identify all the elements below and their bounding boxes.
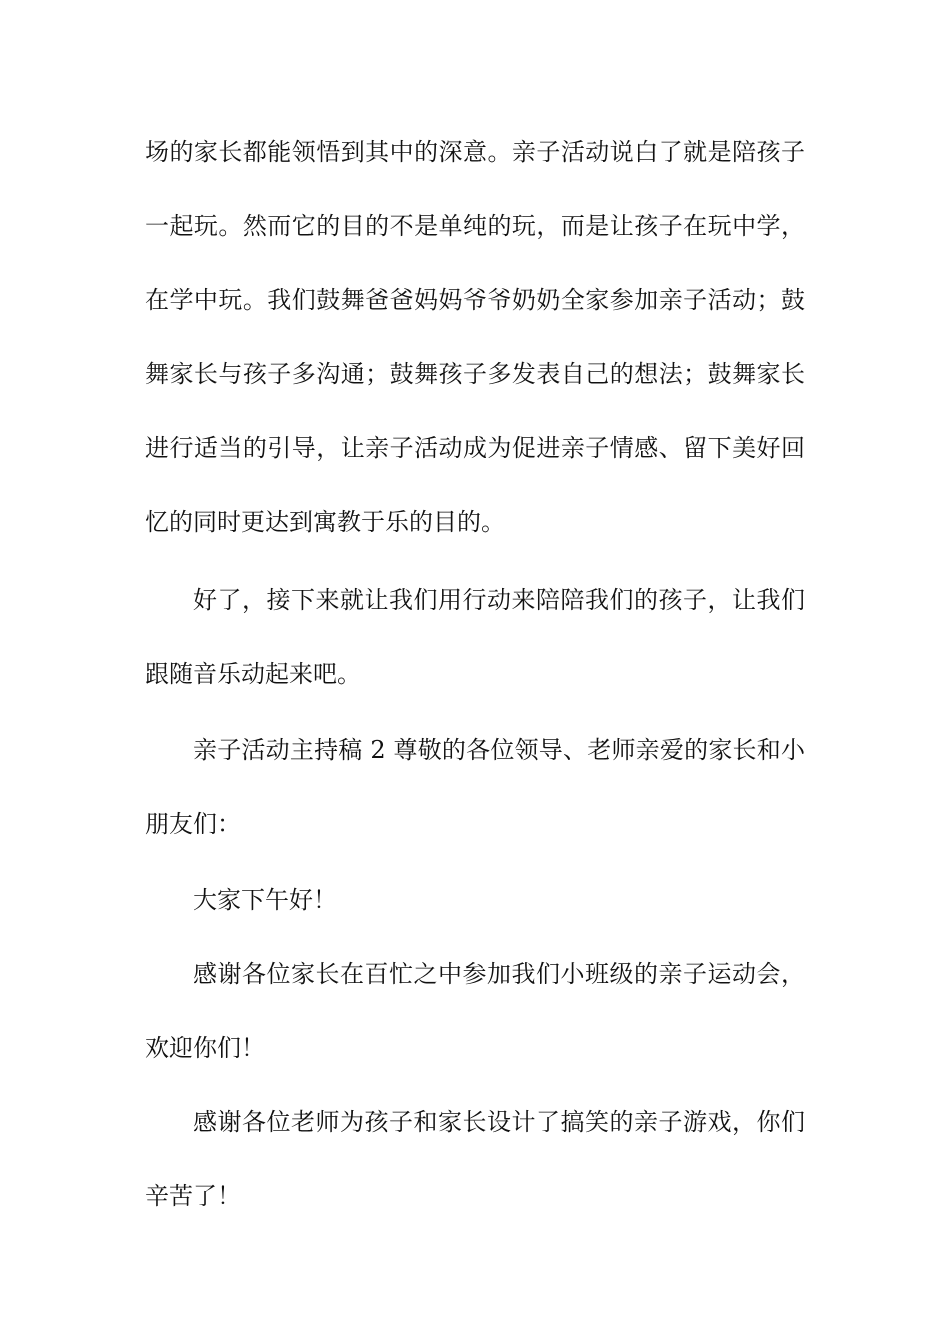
text-line: 辛苦了！	[145, 1182, 241, 1210]
text-line: 舞家长与孩子多沟通；鼓舞孩子多发表自己的想法；鼓舞家长	[145, 360, 805, 388]
paragraph-first-line: 好了，接下来就让我们用行动来陪陪我们的孩子，让我们	[193, 586, 805, 614]
paragraph-first-line: 感谢各位老师为孩子和家长设计了搞笑的亲子游戏，你们	[193, 1108, 805, 1136]
paragraph-first-line: 亲子活动主持稿 2 尊敬的各位领导、老师亲爱的家长和小	[193, 736, 805, 764]
text-line: 进行适当的引导，让亲子活动成为促进亲子情感、留下美好回	[145, 434, 805, 462]
text-line: 欢迎你们！	[145, 1034, 265, 1062]
greeting-line: 大家下午好！	[193, 886, 337, 914]
text-line: 忆的同时更达到寓教于乐的目的。	[145, 508, 505, 536]
text-line: 一起玩。然而它的目的不是单纯的玩，而是让孩子在玩中学，	[145, 212, 805, 240]
text-line: 跟随音乐动起来吧。	[145, 660, 361, 688]
text-line: 朋友们：	[145, 810, 241, 838]
text-line: 场的家长都能领悟到其中的深意。亲子活动说白了就是陪孩子	[145, 138, 805, 166]
paragraph-first-line: 感谢各位家长在百忙之中参加我们小班级的亲子运动会，	[193, 960, 805, 988]
text-line: 在学中玩。我们鼓舞爸爸妈妈爷爷奶奶全家参加亲子活动；鼓	[145, 286, 805, 314]
